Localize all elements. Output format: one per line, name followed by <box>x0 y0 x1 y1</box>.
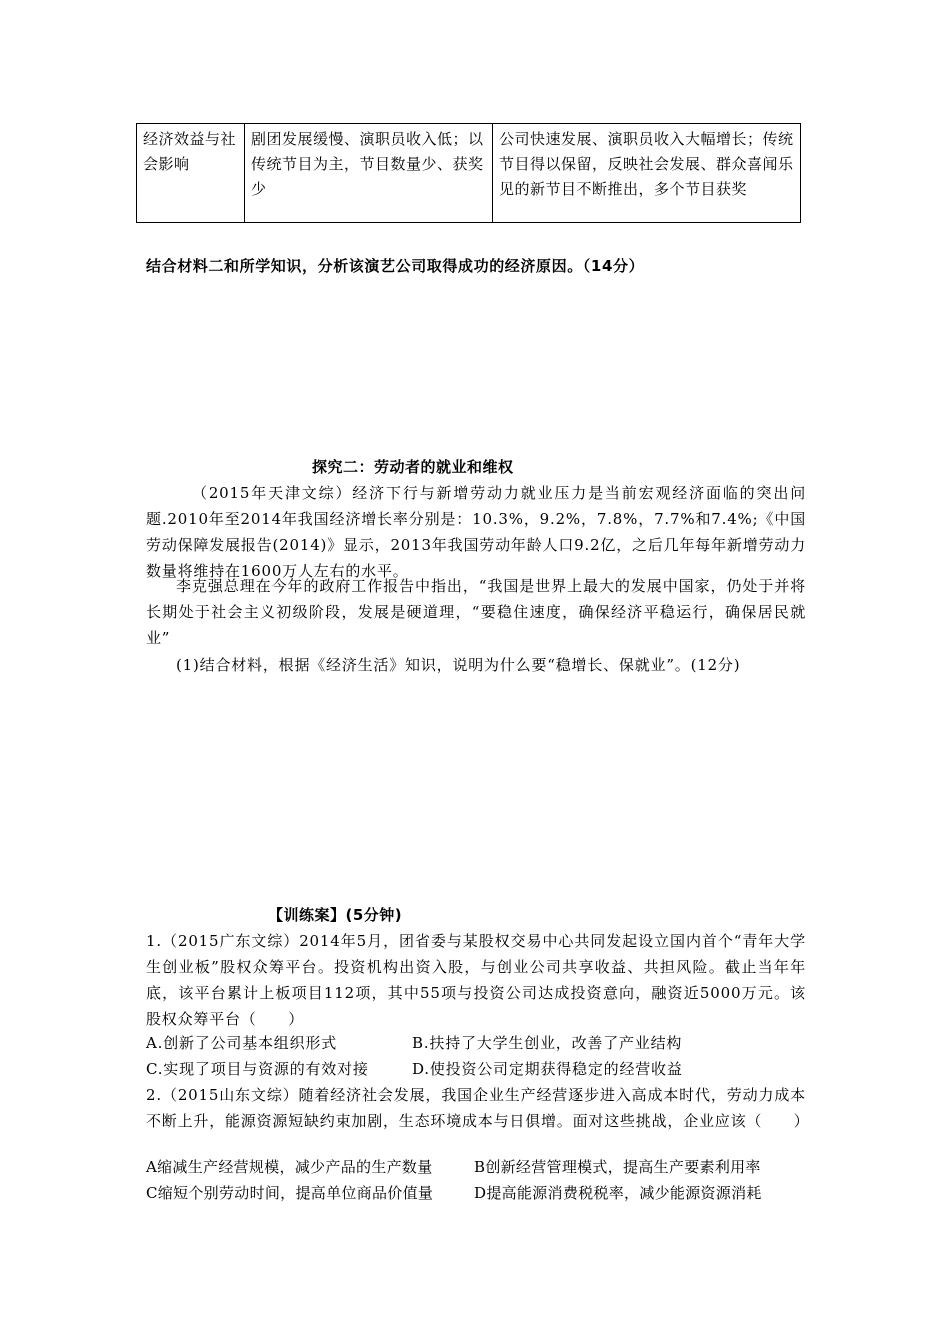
table-cell-after: 公司快速发展、演职员收入大幅增长；传统节目得以保留，反映社会发展、群众喜闻乐见的新节目不断推出，多个节目获奖 <box>493 124 801 223</box>
section-title: 探究二：劳动者的就业和维权 <box>312 458 514 476</box>
question-1-option-c: C.实现了项目与资源的有效对接 <box>146 1060 369 1078</box>
comparison-table <box>136 123 801 223</box>
section-paragraph-2: 李克强总理在今年的政府工作报告中指出，“我国是世界上最大的发展中国家，仍处于并将长期处于社会主义初级阶段，发展是硬道理，“要稳住速度，确保经济平稳运行，确保居民就业” <box>146 577 806 647</box>
question-1-option-a: A.创新了公司基本组织形式 <box>146 1034 338 1052</box>
sub-question: (1)结合材料，根据《经济生活》知识，说明为什么要“稳增长、保就业”。(12分) <box>176 656 741 674</box>
question-2-option-b: B创新经营管理模式，提高生产要素利用率 <box>474 1158 761 1176</box>
question-1-option-d: D.使投资公司定期获得稳定的经营收益 <box>412 1060 683 1078</box>
question-2-stem: 2.（2015山东文综）随着经济社会发展，我国企业生产经营逐步进入高成本时代，劳动力成本不断上升，能源资源短缺约束加剧，生态环境成本与日俱增。面对这些挑战，企业应该（ ） <box>146 1086 810 1130</box>
table-row <box>137 124 801 223</box>
question-material-two: 结合材料二和所学知识，分析该演艺公司取得成功的经济原因。（14分） <box>146 257 645 275</box>
table-cell-category: 经济效益与社会影响 <box>137 124 245 223</box>
training-title: 【训练案】(5分钟) <box>268 906 403 924</box>
table-cell-before: 剧团发展缓慢、演职员收入低；以传统节目为主，节目数量少、获奖少 <box>245 124 493 223</box>
section-paragraph-1: （2015年天津文综）经济下行与新增劳动力就业压力是当前宏观经济面临的突出问题.2010年至2014年我国经济增长率分别是：10.3%，9.2%，7.8%，7.7%和7.4%;《中国劳动保障发展报告(2014)》显示，2013年我国劳动年龄人口9.2亿，之后几年每年新增劳动力数量将维持在1600万人左右的水平。 <box>146 484 806 580</box>
question-2-option-c: C缩短个别劳动时间，提高单位商品价值量 <box>146 1184 434 1202</box>
question-1-option-b: B.扶持了大学生创业，改善了产业结构 <box>412 1034 683 1052</box>
question-2-option-a: A缩减生产经营规模，减少产品的生产数量 <box>146 1158 433 1176</box>
question-2-option-d: D提高能源消费税税率，减少能源资源消耗 <box>474 1184 762 1202</box>
question-1-stem: 1.（2015广东文综）2014年5月，团省委与某股权交易中心共同发起设立国内首个“青年大学生创业板”股权众筹平台。投资机构出资入股，与创业公司共享收益、共担风险。截止当年年底，该平台累计上板项目112项，其中55项与投资公司达成投资意向，融资近5000万元。该股权众筹平台（ ） <box>146 932 806 1028</box>
